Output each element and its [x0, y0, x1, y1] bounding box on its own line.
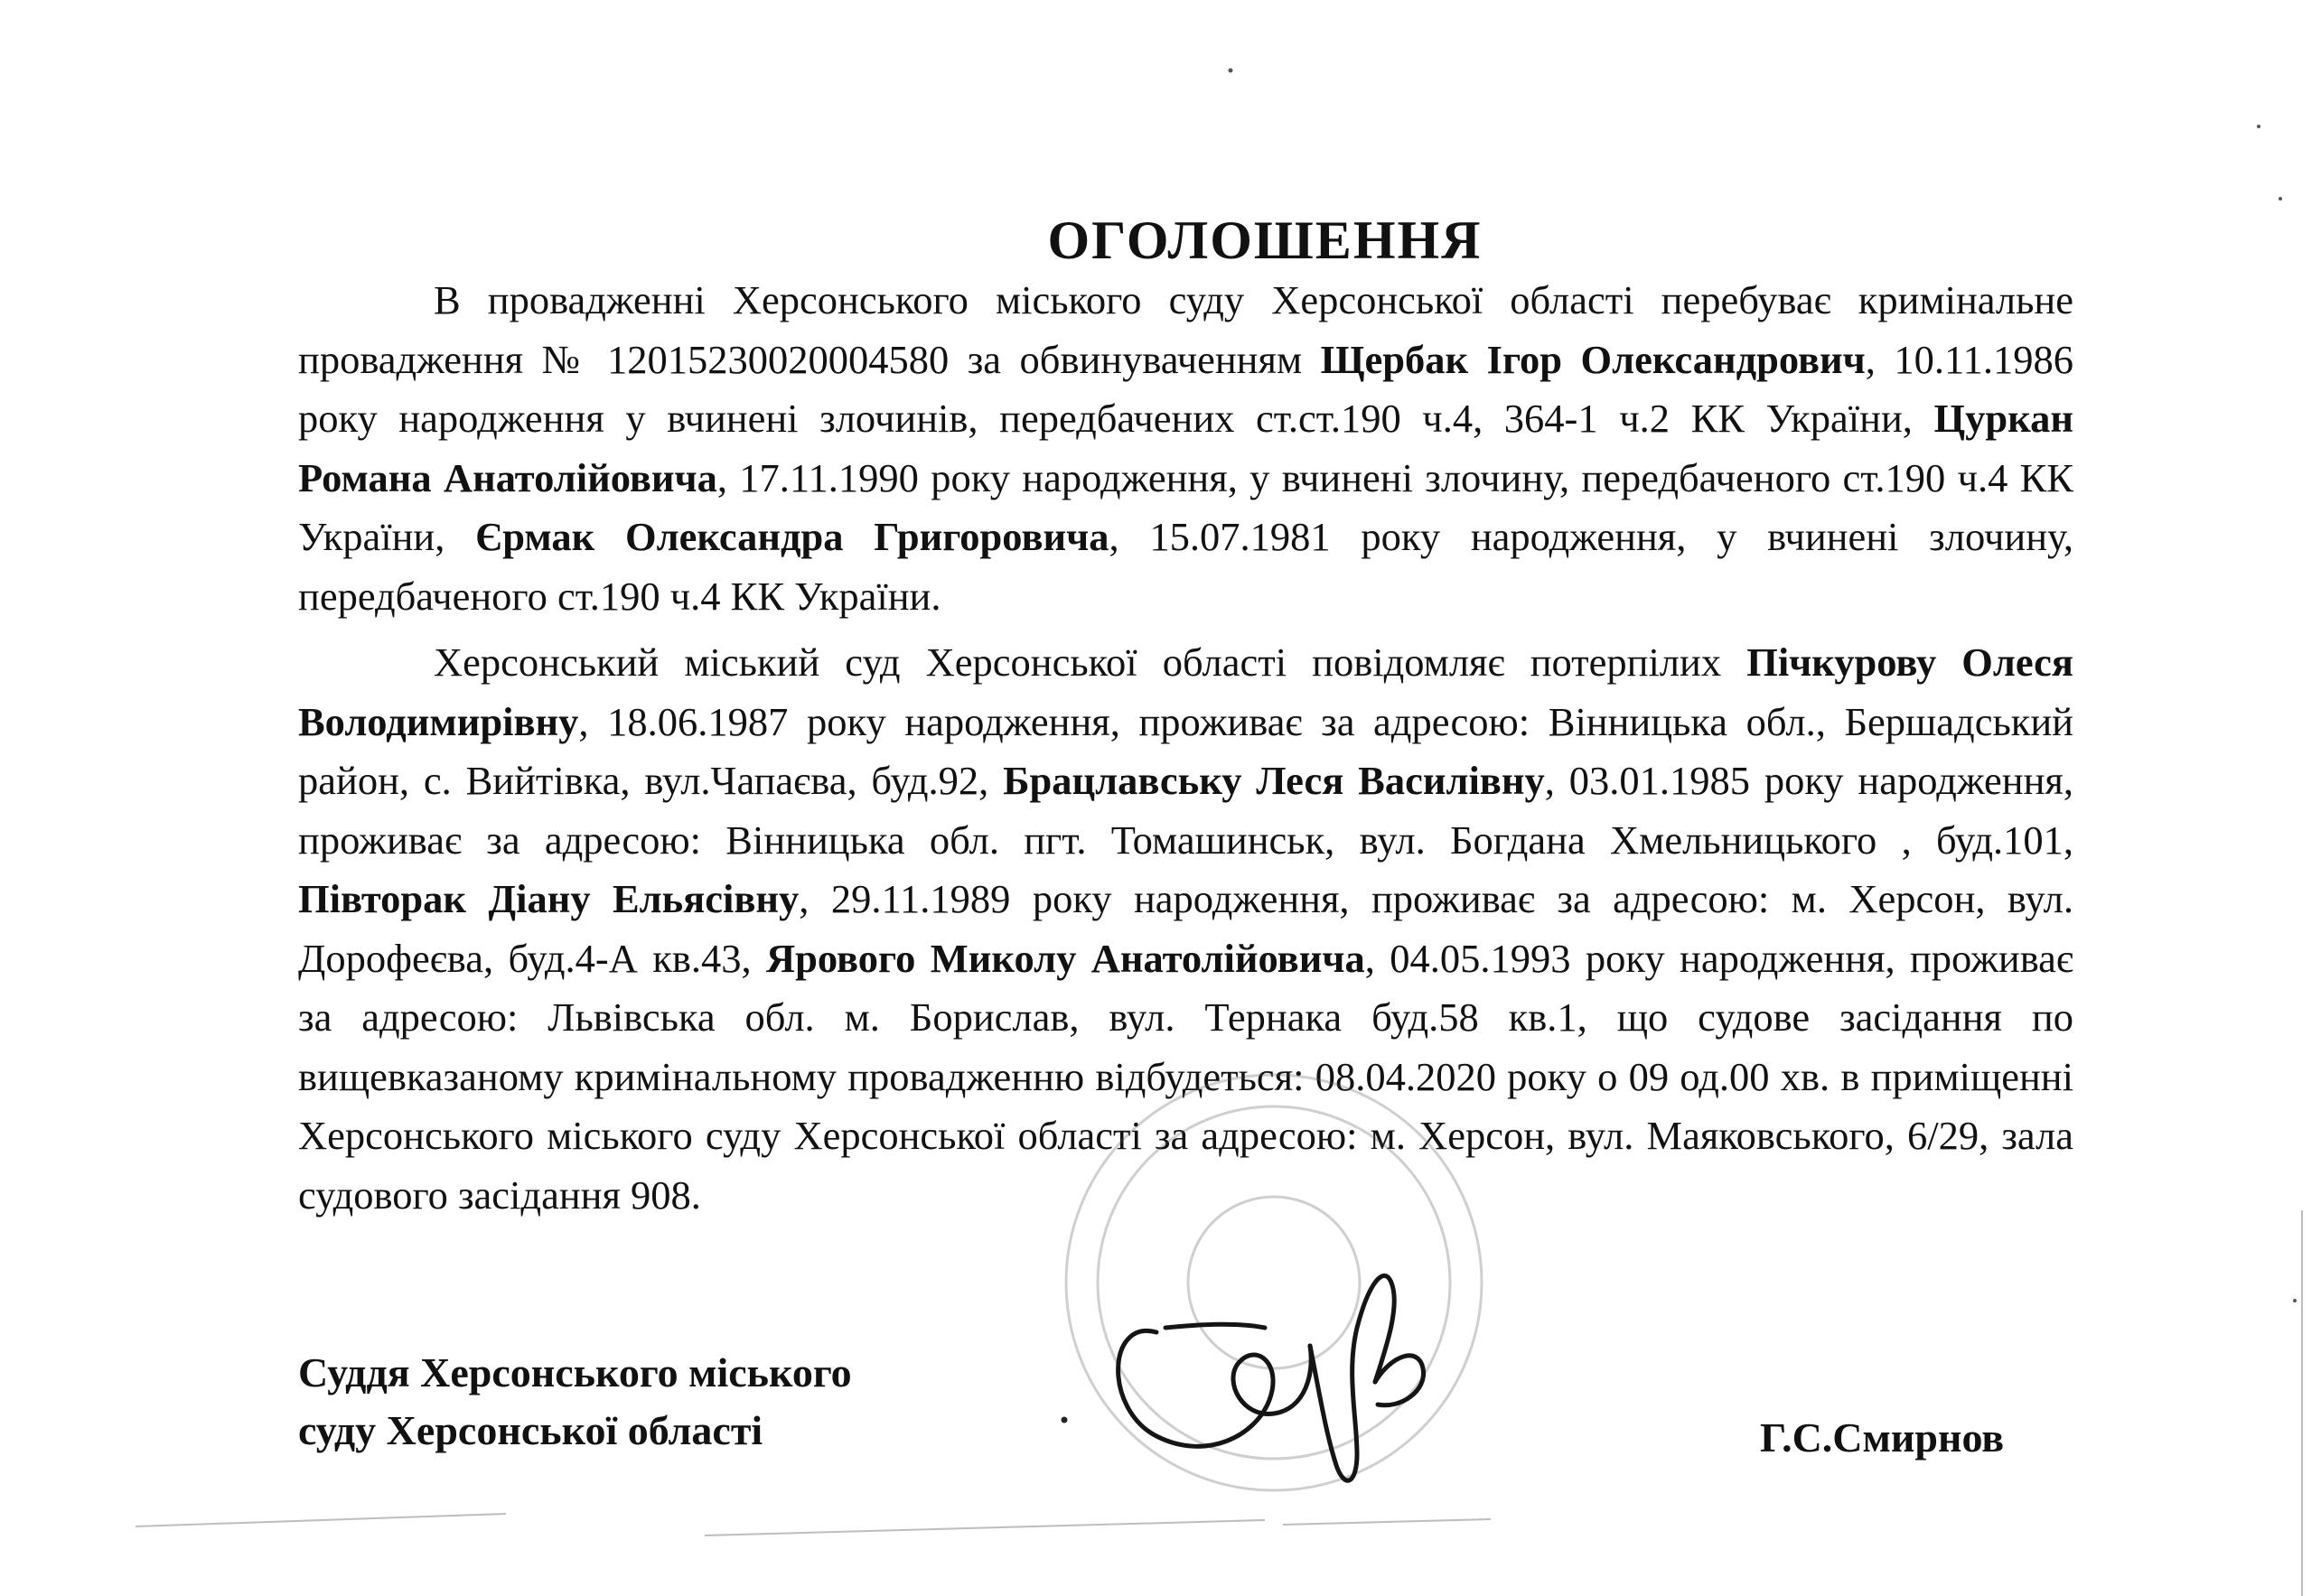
document-title: ОГОЛОШЕННЯ: [1047, 210, 1483, 270]
judge-position-line2: суду Херсонської області: [298, 1407, 763, 1453]
judge-position-line1: Суддя Херсонського міського: [298, 1349, 852, 1395]
paragraph-case-info: [298, 271, 2073, 626]
person-name: Цуркан Романа Анатолійовича: [298, 396, 2073, 500]
judge-position: [298, 1344, 852, 1460]
handwritten-signature: [1118, 1275, 1424, 1480]
person-name: Ярового Миколу Анатолійовича: [766, 935, 1365, 981]
person-name: Щербак Ігор Олександрович: [1320, 336, 1866, 382]
text-segment: , 03.01.1985 року народження, проживає за адресою: Вінницька обл. пгт. Томашинськ, вул. Богдана Хмельницького , буд.101,: [298, 758, 2073, 863]
paragraph-notification: [298, 633, 2073, 1225]
text-segment: , 17.11.1990 року народження, у вчинені злочину, передбаченого ст.190 ч.4 КК України,: [298, 454, 2073, 559]
text-segment: , 10.11.1986 року народження у вчинені злочинів, передбачених ст.ст.190 ч.4, 364-1 ч.2 КК України,: [298, 336, 2073, 441]
text-segment: , 18.06.1987 року народження, проживає за адресою: Вінницька обл., Бершадський район, с. Вийтівка, вул.Чапаєва, буд.92,: [298, 698, 2073, 803]
person-name: Єрмак Олександра Григоровича: [475, 514, 1109, 559]
text-segment: , 29.11.1989 року народження, проживає за адресою: м. Херсон, вул. Дорофеєва, буд.4-А кв.43,: [298, 876, 2073, 981]
text-segment: , 15.07.1981 року народження, у вчинені злочину, передбаченого ст.190 ч.4 КК України.: [298, 514, 2073, 619]
text-segment: , 04.05.1993 року народження, проживає за адресою: Львівська обл. м. Борислав, вул. Тернака буд.58 кв.1, що судове засідання по вищевказаному кримінальному провадженню відбудеться: 08.04.2020 року о 09 од.00 хв. в приміщенні Херсонського міського суду Херсонської області за адресою: м. Херсон, вул. Маяковського, 6/29, зала судового засідання 908.: [298, 935, 2074, 1218]
person-name: Півторак Діану Ельясівну: [298, 876, 800, 921]
text-segment: В провадженні Херсонського міського суду Херсонської області перебуває кримінальне провадження № 12015230020004580 за обвинуваченням: [298, 277, 2073, 382]
announcement-body: [298, 271, 2073, 1225]
judge-name: Г.С.Смирнов: [1760, 1414, 2005, 1461]
person-name: Пічкурову Олеся Володимирівну: [298, 639, 2074, 744]
person-name: Брацлавську Леся Василівну: [1003, 758, 1545, 803]
text-segment: Херсонський міський суд Херсонської області повідомляє потерпілих: [434, 639, 1747, 685]
